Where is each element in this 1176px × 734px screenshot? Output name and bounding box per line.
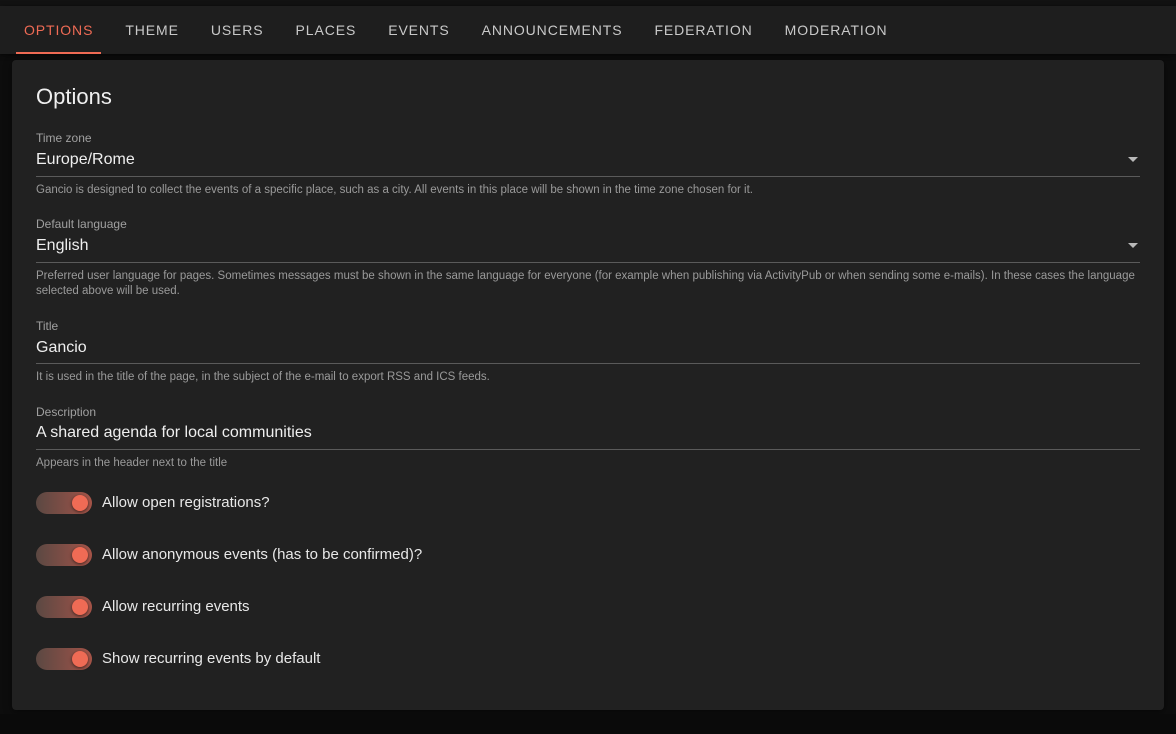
timezone-field [36,130,1140,176]
language-label: Default language [36,217,127,232]
description-input-wrap[interactable] [36,422,1140,450]
toggle-knob [72,495,88,511]
toggle-recurring-events-label: Allow recurring events [102,597,250,615]
tab-options-label: OPTIONS [24,22,94,38]
description-label: Description [36,404,97,419]
toggle-anonymous-events-label: Allow anonymous events (has to be confirmed)? [102,545,423,563]
chevron-down-icon[interactable] [1128,157,1138,162]
description-hint: Appears in the header next to the title [36,457,228,470]
title-field [36,318,1140,364]
options-card [12,60,1164,710]
setting-open-registrations [36,490,1140,516]
tab-places-label: PLACES [295,22,357,38]
tab-federation[interactable] [638,6,768,54]
timezone-label: Time zone [36,131,92,146]
description-input[interactable]: A shared agenda for local communities [36,424,312,442]
tab-events[interactable] [372,6,465,54]
setting-anonymous-events [36,542,1140,568]
toggle-anonymous-events[interactable] [36,542,92,568]
tab-federation-label: FEDERATION [654,22,753,38]
page-title: Options [36,84,112,109]
toggle-knob [72,599,88,615]
tab-moderation[interactable] [769,6,904,54]
language-select[interactable] [36,235,1140,263]
tab-theme-label: THEME [125,22,179,38]
tab-places[interactable] [280,6,373,54]
tab-events-label: EVENTS [388,22,450,38]
title-input[interactable]: Gancio [36,338,87,356]
title-input-wrap[interactable] [36,337,1140,365]
toggle-knob [72,547,88,563]
toggle-knob [72,651,88,667]
language-hint: Preferred user language for pages. Sometimes messages must be shown in the same language for everyone (for example when publishing via ActivityPub or when sending some e-mails). In these cases the language selected above will be used. [36,269,1135,298]
toggle-open-registrations[interactable] [36,490,92,516]
tab-users[interactable] [195,6,280,54]
tab-users-label: USERS [210,22,264,38]
tab-announcements[interactable] [466,6,639,54]
timezone-select[interactable] [36,149,1140,177]
language-value: English [36,237,89,255]
admin-tab-bar [0,6,1176,54]
toggle-show-recurring-default-label: Show recurring events by default [102,649,321,667]
language-field [36,216,1140,262]
setting-recurring-events [36,594,1140,620]
title-label: Title [36,318,59,333]
tab-options[interactable] [8,6,109,54]
description-field [36,404,1140,450]
toggle-recurring-events[interactable] [36,594,92,620]
timezone-value: Europe/Rome [36,151,135,169]
window-bottom-strip [0,714,1176,734]
title-hint: It is used in the title of the page, in the subject of the e-mail to export RSS and ICS feeds. [36,371,490,384]
tab-theme[interactable] [109,6,195,54]
tab-announcements-label: ANNOUNCEMENTS [481,22,623,38]
setting-show-recurring-default [36,646,1140,672]
tab-moderation-label: MODERATION [784,22,888,38]
toggle-show-recurring-default[interactable] [36,646,92,672]
toggle-open-registrations-label: Allow open registrations? [102,493,270,511]
timezone-hint: Gancio is designed to collect the events of a specific place, such as a city. All events in this place will be shown in the time zone chosen for it. [36,183,753,196]
chevron-down-icon[interactable] [1128,243,1138,248]
